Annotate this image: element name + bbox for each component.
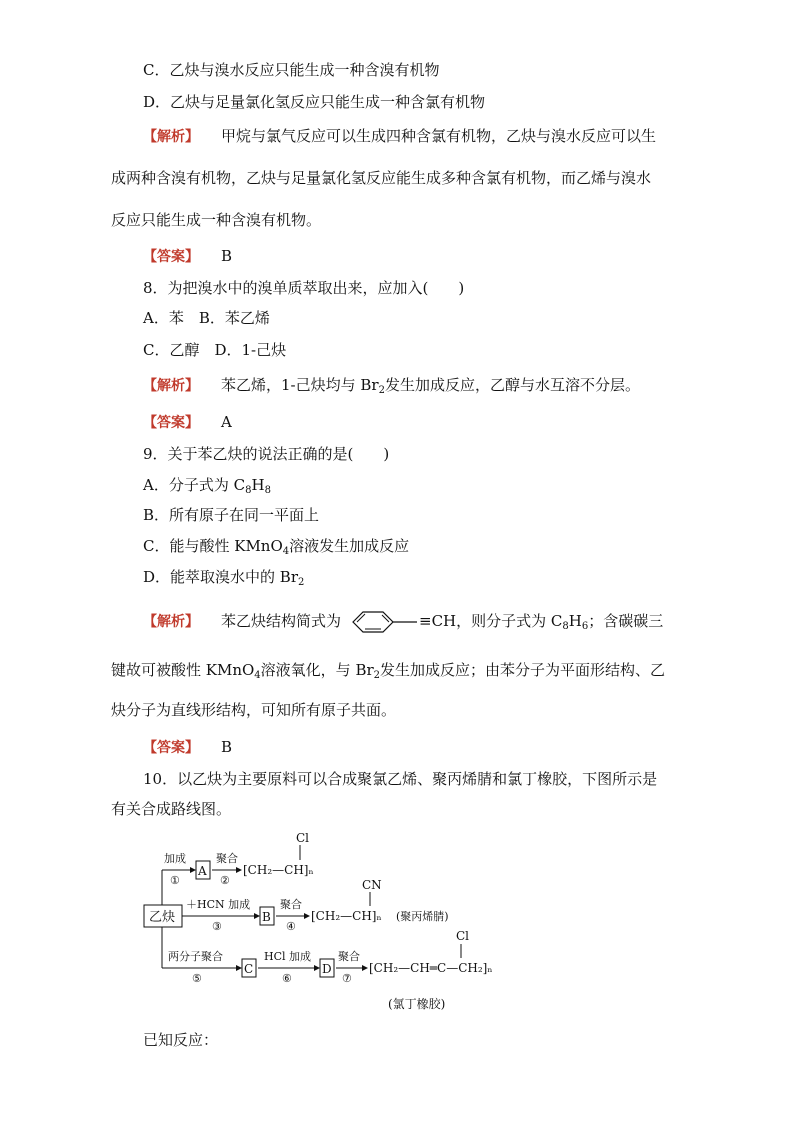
product1-substituent: Cl — [296, 831, 310, 845]
q7-analysis-line2: 成两种含溴有机物，乙炔与足量氯化氢反应能生成多种含氯有机物，而乙烯与溴水 — [111, 169, 652, 187]
analysis-text: 甲烷与氯气反应可以生成四种含氯有机物，乙炔与溴水反应可以生 — [221, 127, 657, 145]
row1-step2-number: ② — [220, 874, 230, 887]
row3-step3-number: ⑦ — [342, 972, 352, 985]
q8-stem: 8．为把溴水中的溴单质萃取出来，应加入( ) — [143, 279, 465, 297]
analysis-tag: 【解析】 — [143, 129, 199, 145]
start-label: 乙炔 — [149, 910, 176, 925]
row3-hcl-label: HCl 加成 — [264, 950, 312, 963]
row2-step2-number: ④ — [286, 920, 296, 933]
answer-tag: 【答案】 — [143, 740, 199, 756]
row1-step-number: ① — [170, 874, 180, 887]
q9-option-a: A．分子式为 $C_8H_8$ — [143, 476, 271, 496]
product3-substituent: Cl — [456, 929, 470, 943]
q8-options-ab: A．苯 B．苯乙烯 — [143, 309, 270, 327]
option-c: C．乙炔与溴水反应只能生成一种含溴有机物 — [143, 61, 440, 79]
box-b-label: B — [262, 910, 271, 924]
synthesis-route-diagram — [140, 830, 540, 1015]
benzene-ring-structure — [341, 608, 419, 636]
product1-chain: [CH₂—CH]ₙ — [243, 863, 314, 877]
q9-option-c: C．能与酸性 KMnO$_4$溶液发生加成反应 — [143, 537, 410, 557]
q9-analysis-line3: 炔分子为直线形结构，可知所有原子共面。 — [111, 701, 397, 719]
product2-name: (聚丙烯腈) — [396, 910, 449, 923]
q9-analysis-line2: 键故可被酸性 KMnO$_4$溶液氧化，与 $Br_2$发生加成反应；由苯分子为平面形结构、乙 — [111, 661, 666, 681]
row3-polymerize-label: 聚合 — [338, 950, 360, 963]
analysis-tag: 【解析】 — [143, 614, 199, 630]
box-a-label: A — [198, 864, 207, 878]
q8-options-cd: C．乙醇 D．1-己炔 — [143, 341, 287, 359]
row3-step2-number: ⑥ — [282, 972, 292, 985]
q7-analysis-line1 — [143, 126, 656, 147]
q8-answer — [143, 412, 232, 433]
product2-substituent: CN — [362, 878, 382, 892]
product2-chain: [CH₂—CH]ₙ — [311, 909, 382, 923]
product3-name: (氯丁橡胶) — [388, 997, 446, 1011]
q7-analysis-line3: 反应只能生成一种含溴有机物。 — [111, 211, 322, 229]
box-c-label: C — [244, 962, 254, 976]
box-d-label: D — [322, 962, 332, 976]
q7-answer — [143, 246, 232, 267]
q10-stem-line1: 10．以乙炔为主要原料可以合成聚氯乙烯、聚丙烯腈和氯丁橡胶，下图所示是 — [143, 770, 658, 788]
row2-polymerize-label: 聚合 — [280, 898, 302, 911]
product3-chain: [CH₂—CH═C—CH₂]ₙ — [369, 961, 493, 975]
q9-answer — [143, 737, 232, 758]
answer-tag: 【答案】 — [143, 249, 199, 265]
row3-step-number: ⑤ — [192, 972, 202, 985]
answer-value: B — [221, 738, 233, 756]
answer-value: A — [221, 413, 232, 431]
row2-step-number: ③ — [212, 920, 222, 933]
row1-polymerize-label: 聚合 — [216, 852, 238, 865]
known-reaction-label: 已知反应： — [143, 1031, 219, 1049]
q9-option-b: B．所有原子在同一平面上 — [143, 506, 320, 524]
q9-option-d: D．能萃取溴水中的 $Br_2$ — [143, 568, 305, 588]
row2-reaction-label: ＋HCN 加成 — [186, 898, 251, 911]
row3-reaction-label: 两分子聚合 — [168, 950, 223, 963]
answer-tag: 【答案】 — [143, 415, 199, 431]
option-d: D．乙炔与足量氯化氢反应只能生成一种含氯有机物 — [143, 93, 486, 111]
answer-value: B — [221, 247, 233, 265]
row1-reaction-label: 加成 — [164, 852, 186, 865]
q9-analysis-line1: 【解析】 苯乙炔结构简式为 ≡CH，则分子式为 $C_8H_6$；含碳碳三 — [143, 608, 663, 636]
q9-stem: 9．关于苯乙炔的说法正确的是( ) — [143, 445, 390, 463]
q10-stem-line2: 有关合成路线图。 — [111, 800, 232, 818]
analysis-tag: 【解析】 — [143, 378, 199, 394]
q8-analysis: 【解析】 苯乙烯，1-己炔均与 $Br_2$发生加成反应，乙醇与水互溶不分层。 — [143, 376, 640, 396]
